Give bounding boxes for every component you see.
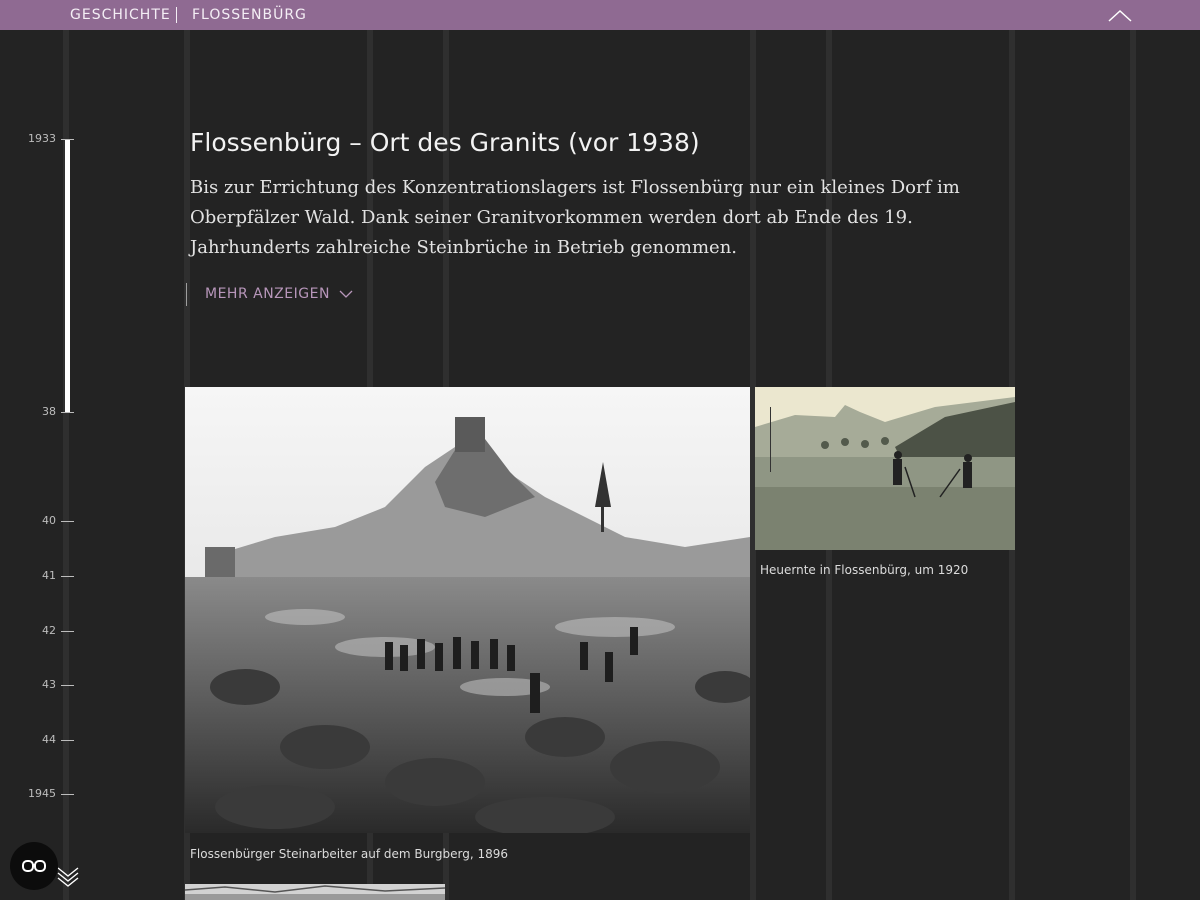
timeline-tick <box>61 521 74 522</box>
show-more-label: MEHR ANZEIGEN <box>205 286 330 302</box>
breadcrumb-flossenbuerg[interactable]: FLOSSENBÜRG <box>192 7 307 23</box>
timeline-progress-bar <box>65 139 70 412</box>
timeline-tick <box>61 631 74 632</box>
accessibility-button[interactable] <box>10 842 58 890</box>
breadcrumb-geschichte[interactable]: GESCHICHTE <box>70 7 171 23</box>
timeline-year-41[interactable]: 41 <box>42 569 56 582</box>
breadcrumb-separator <box>176 7 177 23</box>
accessibility-glasses-icon <box>10 842 58 890</box>
photo-next[interactable] <box>185 884 445 900</box>
photo-stone-workers[interactable] <box>185 387 750 833</box>
timeline-year-42[interactable]: 42 <box>42 624 56 637</box>
timeline-year-38[interactable]: 38 <box>42 405 56 418</box>
photo-hay-harvest-caption: Heuernte in Flossenbürg, um 1920 <box>760 563 969 577</box>
chevron-down-icon <box>339 289 353 299</box>
timeline-year-43[interactable]: 43 <box>42 678 56 691</box>
photo-hay-harvest[interactable] <box>755 387 1015 550</box>
photo-stone-workers-image <box>185 387 750 833</box>
timeline-year-1945[interactable]: 1945 <box>28 787 56 800</box>
show-more-button[interactable] <box>205 285 353 303</box>
photo-stone-workers-caption: Flossenbürger Steinarbeiter auf dem Burgberg, 1896 <box>190 847 509 861</box>
chevron-up-icon <box>1106 4 1134 26</box>
timeline-tick <box>61 685 74 686</box>
timeline-tick <box>61 740 74 741</box>
timeline-year-40[interactable]: 40 <box>42 514 56 527</box>
double-chevron-down-icon <box>55 862 81 888</box>
timeline-year-44[interactable]: 44 <box>42 733 56 746</box>
background-stripe <box>1130 30 1136 900</box>
timeline-tick <box>61 576 74 577</box>
scroll-to-top-button[interactable] <box>1106 4 1134 26</box>
timeline-year-1933[interactable]: 1933 <box>28 132 56 145</box>
timeline-tick <box>61 139 74 140</box>
top-navigation-bar <box>0 0 1200 30</box>
photo-next-image <box>185 884 445 900</box>
scroll-down-button[interactable] <box>55 862 81 888</box>
timeline-tick <box>61 794 74 795</box>
section-title: Flossenbürg – Ort des Granits (vor 1938) <box>190 128 700 157</box>
section-intro: Bis zur Errichtung des Konzentrationslagers ist Flossenbürg nur ein kleines Dorf im Oberpfälzer Wald. Dank seiner Granitvorkommen werden dort ab Ende des 19. Jahrhunderts zahlreiche Steinbrüche in Betrieb genommen. <box>190 177 960 258</box>
photo-hay-harvest-image <box>755 387 1015 550</box>
more-divider <box>186 283 187 306</box>
timeline-tick <box>61 412 74 413</box>
